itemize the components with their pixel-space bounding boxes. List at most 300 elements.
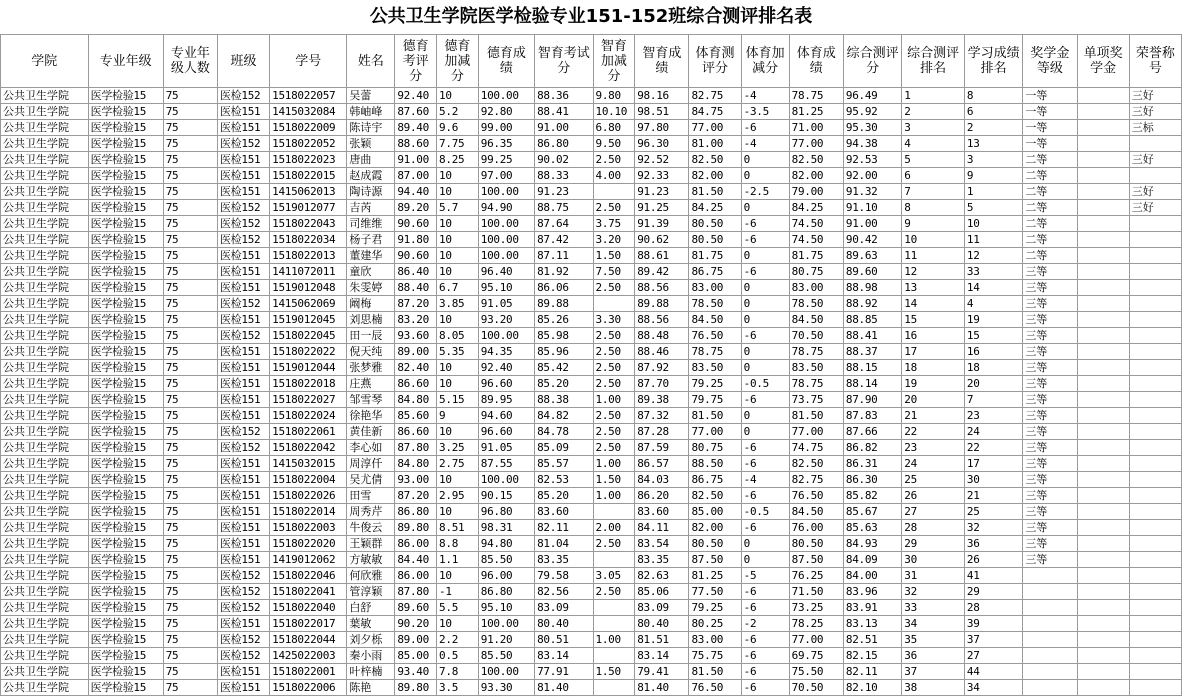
table-cell [1129, 520, 1181, 536]
table-cell: 91.23 [535, 184, 593, 200]
table-cell: 1.00 [593, 632, 635, 648]
table-cell: 83.50 [789, 360, 843, 376]
table-cell: 88.85 [843, 312, 901, 328]
table-cell: 9 [437, 408, 479, 424]
table-cell: -6 [741, 520, 789, 536]
table-cell: 75 [163, 600, 217, 616]
table-cell: 公共卫生学院 [1, 216, 89, 232]
table-cell: 2.50 [593, 536, 635, 552]
table-cell: 一等 [1023, 136, 1077, 152]
table-cell: 医学检验15 [88, 88, 163, 104]
table-cell: 公共卫生学院 [1, 632, 89, 648]
table-cell [1129, 568, 1181, 584]
table-cell: 100.00 [478, 248, 534, 264]
table-cell: 医检152 [217, 88, 269, 104]
column-header: 专业年级 [88, 35, 163, 88]
table-cell [1023, 584, 1077, 600]
table-cell: 葉敏 [347, 616, 395, 632]
table-cell: 三等 [1023, 472, 1077, 488]
table-cell: 76.50 [689, 328, 741, 344]
table-cell [1129, 248, 1181, 264]
table-cell: 85.50 [478, 552, 534, 568]
table-cell: 白舒 [347, 600, 395, 616]
table-cell: 周淳仟 [347, 456, 395, 472]
ranking-table [0, 34, 1182, 696]
table-cell: -6 [741, 600, 789, 616]
table-cell: 8.25 [437, 152, 479, 168]
table-cell: 95.10 [478, 600, 534, 616]
table-cell: 二等 [1023, 232, 1077, 248]
table-cell: 朱雯婷 [347, 280, 395, 296]
table-cell [1077, 648, 1129, 664]
table-cell [1129, 680, 1181, 696]
table-cell: 0.5 [437, 648, 479, 664]
table-cell: -6 [741, 680, 789, 696]
table-cell: 张颖 [347, 136, 395, 152]
table-cell: 75 [163, 136, 217, 152]
table-cell: 83.09 [635, 600, 689, 616]
table-cell: 88.36 [535, 88, 593, 104]
table-row [1, 632, 1182, 648]
table-cell: 91.25 [635, 200, 689, 216]
table-row [1, 360, 1182, 376]
table-cell: 87.80 [395, 440, 437, 456]
table-cell: 张梦雅 [347, 360, 395, 376]
table-cell: 三等 [1023, 264, 1077, 280]
table-cell: 86.31 [843, 456, 901, 472]
table-cell: 医学检验15 [88, 264, 163, 280]
table-cell [1129, 216, 1181, 232]
table-cell: 85.57 [535, 456, 593, 472]
table-cell: 医学检验15 [88, 440, 163, 456]
table-cell [1077, 424, 1129, 440]
table-cell: 医学检验15 [88, 216, 163, 232]
table-cell: 医检151 [217, 520, 269, 536]
table-cell: 86.60 [395, 376, 437, 392]
table-cell: 87.66 [843, 424, 901, 440]
table-cell: 三等 [1023, 408, 1077, 424]
table-cell [1023, 616, 1077, 632]
table-cell: 1518022026 [270, 488, 347, 504]
table-cell: 82.15 [843, 648, 901, 664]
table-cell: 10 [964, 216, 1022, 232]
table-cell: 95.10 [478, 280, 534, 296]
table-cell: 84.80 [395, 456, 437, 472]
table-cell: 85.09 [535, 440, 593, 456]
table-cell: 庄燕 [347, 376, 395, 392]
table-cell: 8 [964, 88, 1022, 104]
table-row [1, 456, 1182, 472]
table-cell: 医学检验15 [88, 152, 163, 168]
table-cell: 75 [163, 104, 217, 120]
table-cell: 93.60 [395, 328, 437, 344]
table-cell: 21 [902, 408, 965, 424]
table-title: 公共卫生学院医学检验专业151-152班综合测评排名表 [369, 6, 813, 27]
table-row [1, 584, 1182, 600]
table-cell: 78.75 [789, 376, 843, 392]
table-cell: -2 [741, 616, 789, 632]
table-cell: 93.30 [478, 680, 534, 696]
table-cell: 三等 [1023, 456, 1077, 472]
table-row [1, 520, 1182, 536]
table-cell: 10 [437, 184, 479, 200]
table-cell: 75 [163, 456, 217, 472]
table-cell: 0 [741, 536, 789, 552]
table-cell: 公共卫生学院 [1, 136, 89, 152]
table-cell: 医检151 [217, 472, 269, 488]
table-cell: 医检151 [217, 488, 269, 504]
table-cell: 77.00 [789, 424, 843, 440]
table-cell: 82.53 [535, 472, 593, 488]
table-cell: 三等 [1023, 488, 1077, 504]
table-cell: 100.00 [478, 88, 534, 104]
table-cell: 96.00 [478, 568, 534, 584]
table-cell: 81.50 [689, 184, 741, 200]
table-cell: 26 [902, 488, 965, 504]
table-cell: 94.80 [478, 536, 534, 552]
table-cell: 童欣 [347, 264, 395, 280]
table-row [1, 296, 1182, 312]
table-cell: 85.67 [843, 504, 901, 520]
table-row [1, 184, 1182, 200]
table-cell: 公共卫生学院 [1, 600, 89, 616]
table-cell: 86.75 [689, 472, 741, 488]
table-cell: 医学检验15 [88, 168, 163, 184]
table-cell [1129, 360, 1181, 376]
table-cell: 83.00 [789, 280, 843, 296]
table-cell: 公共卫生学院 [1, 648, 89, 664]
table-cell [1129, 408, 1181, 424]
table-cell: 84.78 [535, 424, 593, 440]
table-cell [1129, 136, 1181, 152]
table-cell: 1419012062 [270, 552, 347, 568]
table-cell: 0 [741, 552, 789, 568]
table-cell: 84.50 [789, 312, 843, 328]
table-cell: 80.40 [535, 616, 593, 632]
table-cell: 2.50 [593, 408, 635, 424]
table-cell [1077, 376, 1129, 392]
table-cell: 7 [902, 184, 965, 200]
table-cell: 90.62 [635, 232, 689, 248]
table-cell: 78.75 [789, 88, 843, 104]
table-cell [1077, 392, 1129, 408]
table-cell: 25 [902, 472, 965, 488]
table-cell: 88.40 [395, 280, 437, 296]
table-cell: 公共卫生学院 [1, 472, 89, 488]
table-cell: 83.00 [689, 280, 741, 296]
table-cell: 公共卫生学院 [1, 584, 89, 600]
table-cell [1077, 248, 1129, 264]
table-cell: 82.75 [789, 472, 843, 488]
table-cell: 100.00 [478, 216, 534, 232]
table-row [1, 344, 1182, 360]
table-cell: 95.30 [843, 120, 901, 136]
table-cell: -6 [741, 632, 789, 648]
table-cell: 81.92 [535, 264, 593, 280]
table-cell: 2.50 [593, 152, 635, 168]
table-cell: 86.60 [395, 424, 437, 440]
table-row [1, 536, 1182, 552]
table-cell: 37 [902, 664, 965, 680]
table-cell: 75.75 [689, 648, 741, 664]
table-cell: 1425022003 [270, 648, 347, 664]
table-cell: 2.50 [593, 280, 635, 296]
table-cell: 10 [437, 616, 479, 632]
table-cell: 杨子君 [347, 232, 395, 248]
table-cell: 89.00 [395, 344, 437, 360]
table-cell: 85.98 [535, 328, 593, 344]
table-cell: 84.03 [635, 472, 689, 488]
table-cell: 14 [964, 280, 1022, 296]
table-cell: 医检151 [217, 264, 269, 280]
table-cell: 80.51 [535, 632, 593, 648]
table-cell: 医学检验15 [88, 504, 163, 520]
table-cell: -0.5 [741, 376, 789, 392]
table-cell: 3.05 [593, 568, 635, 584]
table-cell: 74.75 [789, 440, 843, 456]
table-cell: 二等 [1023, 168, 1077, 184]
table-cell: 医学检验15 [88, 552, 163, 568]
table-cell [1023, 680, 1077, 696]
table-cell: 74.50 [789, 232, 843, 248]
table-cell: 92.40 [478, 360, 534, 376]
table-cell: -1 [437, 584, 479, 600]
table-cell: 2 [964, 120, 1022, 136]
table-cell: 医学检验15 [88, 360, 163, 376]
table-cell: 100.00 [478, 184, 534, 200]
column-header: 体育测评分 [689, 35, 741, 88]
table-cell: 29 [964, 584, 1022, 600]
table-cell: 86.30 [843, 472, 901, 488]
table-cell: 公共卫生学院 [1, 280, 89, 296]
table-cell: 10 [437, 360, 479, 376]
table-cell: 84.40 [395, 552, 437, 568]
table-cell: 2.50 [593, 328, 635, 344]
table-cell [1077, 616, 1129, 632]
table-cell: 92.40 [395, 88, 437, 104]
table-cell: 1518022043 [270, 216, 347, 232]
table-cell: 76.00 [789, 520, 843, 536]
table-cell: 89.42 [635, 264, 689, 280]
table-cell: 75 [163, 312, 217, 328]
table-cell [1129, 456, 1181, 472]
table-cell: 82.00 [689, 520, 741, 536]
table-cell: 79.75 [689, 392, 741, 408]
table-cell: 78.75 [789, 344, 843, 360]
table-cell: 三好 [1129, 88, 1181, 104]
table-cell: 85.20 [535, 376, 593, 392]
column-header: 德育成绩 [478, 35, 534, 88]
table-cell: 医检152 [217, 568, 269, 584]
table-cell: 75 [163, 584, 217, 600]
table-row [1, 408, 1182, 424]
table-cell: 86.06 [535, 280, 593, 296]
table-cell: 医检152 [217, 424, 269, 440]
table-cell [1129, 328, 1181, 344]
table-cell: 三等 [1023, 552, 1077, 568]
table-cell: 83.00 [689, 632, 741, 648]
table-row [1, 648, 1182, 664]
table-cell: 44 [964, 664, 1022, 680]
table-cell: 10 [437, 424, 479, 440]
table-cell: 公共卫生学院 [1, 296, 89, 312]
table-cell [1129, 664, 1181, 680]
table-cell: 7 [964, 392, 1022, 408]
table-cell: 1518022018 [270, 376, 347, 392]
table-cell: 88.61 [635, 248, 689, 264]
table-cell: 94.35 [478, 344, 534, 360]
column-header: 智育加减分 [593, 35, 635, 88]
table-cell: 82.40 [395, 360, 437, 376]
table-cell: 80.50 [689, 536, 741, 552]
table-cell: 9.80 [593, 88, 635, 104]
table-cell: -6 [741, 232, 789, 248]
table-cell: 三等 [1023, 312, 1077, 328]
table-cell: 76.50 [789, 488, 843, 504]
table-cell [1129, 648, 1181, 664]
table-cell: 86.40 [395, 264, 437, 280]
table-cell: 董建华 [347, 248, 395, 264]
table-cell: -0.5 [741, 504, 789, 520]
table-row [1, 424, 1182, 440]
table-cell: 87.60 [395, 104, 437, 120]
table-cell: 75 [163, 488, 217, 504]
table-cell: 88.41 [535, 104, 593, 120]
table-cell: 5.7 [437, 200, 479, 216]
table-cell: -6 [741, 440, 789, 456]
table-cell: 吴蕾 [347, 88, 395, 104]
table-cell: 87.64 [535, 216, 593, 232]
table-cell: -6 [741, 216, 789, 232]
table-cell: 89.00 [395, 632, 437, 648]
table-cell: 75 [163, 504, 217, 520]
table-row [1, 168, 1182, 184]
table-cell: 83.35 [635, 552, 689, 568]
table-cell: 牛俊云 [347, 520, 395, 536]
table-cell: 75 [163, 328, 217, 344]
table-cell: 91.20 [478, 632, 534, 648]
table-cell: 92.00 [843, 168, 901, 184]
table-cell: 6.80 [593, 120, 635, 136]
table-cell: 27 [964, 648, 1022, 664]
table-cell: 87.92 [635, 360, 689, 376]
table-cell: 1518022052 [270, 136, 347, 152]
table-cell: 医学检验15 [88, 488, 163, 504]
table-cell [1129, 552, 1181, 568]
table-cell: 王颖群 [347, 536, 395, 552]
table-cell: 医检151 [217, 616, 269, 632]
table-cell [1077, 328, 1129, 344]
table-cell: 83.09 [535, 600, 593, 616]
table-cell: 0 [741, 280, 789, 296]
table-cell: 医检151 [217, 280, 269, 296]
table-cell: 医检152 [217, 296, 269, 312]
table-cell: 10 [437, 568, 479, 584]
table-cell: 89.88 [635, 296, 689, 312]
table-cell: 18 [902, 360, 965, 376]
table-cell: 1518022001 [270, 664, 347, 680]
table-row [1, 680, 1182, 696]
table-cell: 93.20 [478, 312, 534, 328]
table-cell: 三等 [1023, 424, 1077, 440]
table-cell: 83.14 [535, 648, 593, 664]
table-cell [1129, 488, 1181, 504]
table-cell: 陈艳 [347, 680, 395, 696]
table-cell [1129, 616, 1181, 632]
table-cell [1023, 632, 1077, 648]
table-cell: 1 [964, 184, 1022, 200]
table-cell: 38 [902, 680, 965, 696]
table-cell: 99.25 [478, 152, 534, 168]
table-cell: 刘夕栎 [347, 632, 395, 648]
table-cell: 85.26 [535, 312, 593, 328]
table-cell: 医检152 [217, 632, 269, 648]
table-cell: 三等 [1023, 536, 1077, 552]
table-cell: 医检151 [217, 184, 269, 200]
table-cell: 医学检验15 [88, 344, 163, 360]
table-cell: 89.38 [635, 392, 689, 408]
table-cell: 3.5 [437, 680, 479, 696]
table-cell: 三等 [1023, 376, 1077, 392]
table-cell: 公共卫生学院 [1, 264, 89, 280]
table-cell: -6 [741, 488, 789, 504]
table-cell: 1415032084 [270, 104, 347, 120]
table-cell: 公共卫生学院 [1, 184, 89, 200]
table-row [1, 248, 1182, 264]
table-cell: 1518022044 [270, 632, 347, 648]
table-cell: 医检151 [217, 312, 269, 328]
table-cell: 36 [902, 648, 965, 664]
table-cell: -4 [741, 136, 789, 152]
table-cell: 10 [437, 248, 479, 264]
table-cell: -6 [741, 648, 789, 664]
table-cell [1129, 424, 1181, 440]
table-cell: 1518022024 [270, 408, 347, 424]
table-cell: 公共卫生学院 [1, 168, 89, 184]
table-cell: 91.10 [843, 200, 901, 216]
table-row [1, 264, 1182, 280]
table-cell: -4 [741, 88, 789, 104]
table-cell: 86.80 [478, 584, 534, 600]
table-cell: 29 [902, 536, 965, 552]
table-cell: 82.50 [689, 488, 741, 504]
table-cell: 三等 [1023, 344, 1077, 360]
table-cell: 1.00 [593, 488, 635, 504]
table-cell: 徐艳华 [347, 408, 395, 424]
table-cell: 1518022027 [270, 392, 347, 408]
table-cell: 80.50 [689, 216, 741, 232]
table-cell: 75 [163, 232, 217, 248]
table-cell: 85.42 [535, 360, 593, 376]
table-cell: 1518022004 [270, 472, 347, 488]
table-cell: 85.63 [843, 520, 901, 536]
table-cell: 28 [902, 520, 965, 536]
table-cell: 医检152 [217, 216, 269, 232]
table-cell [1077, 552, 1129, 568]
table-cell: 85.96 [535, 344, 593, 360]
table-cell: 75 [163, 248, 217, 264]
table-cell: 方敏敏 [347, 552, 395, 568]
table-cell [1023, 664, 1077, 680]
table-cell: 2.50 [593, 424, 635, 440]
table-cell: 公共卫生学院 [1, 360, 89, 376]
table-cell: 80.75 [689, 440, 741, 456]
table-cell: 10 [437, 168, 479, 184]
table-cell: 医检151 [217, 504, 269, 520]
table-cell: 90.02 [535, 152, 593, 168]
table-cell: 1518022061 [270, 424, 347, 440]
table-cell: 公共卫生学院 [1, 376, 89, 392]
